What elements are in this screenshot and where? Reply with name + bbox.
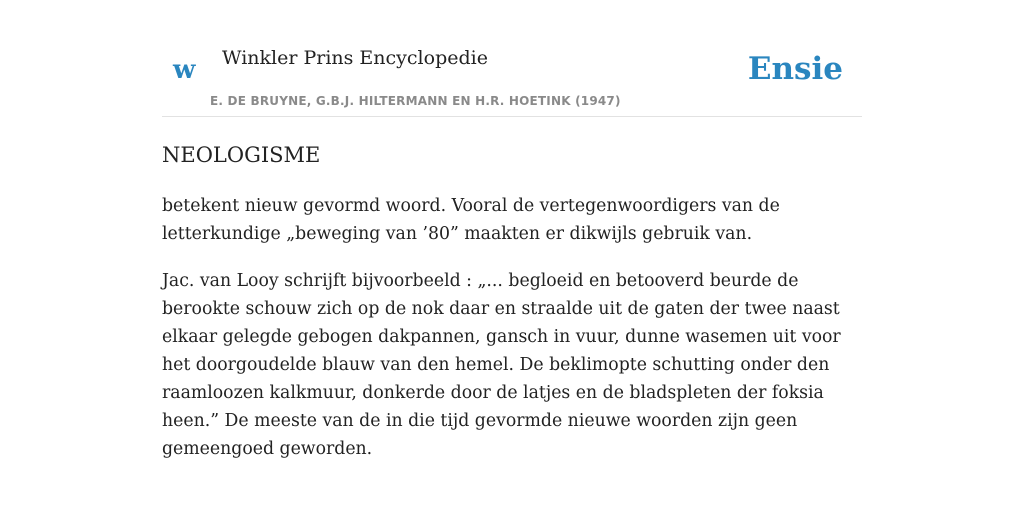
source-title[interactable]: Winkler Prins Encyclopedie bbox=[222, 47, 488, 69]
entry-title: NEOLOGISME bbox=[162, 143, 321, 167]
entry-paragraph: betekent nieuw gevormd woord. Vooral de vertegenwoordigers van de letterkundige „beweging van ’80” maakten er dikwijls gebruik van. bbox=[162, 196, 780, 244]
entry-paragraph: Jac. van Looy schrijft bijvoorbeeld : „... begloeid en betooverd beurde de berookte schouw zich op de nok daar en straalde uit de gaten der twee naast elkaar gelegde gebogen dakpannen, gansch in vuur, dunne wasemen uit voor het doorgoudelde blauw van den hemel. De beklimopte schutting onder den raamloozen kalkmuur, donkerde door de latjes en de bladspleten der foksia heen.” De meeste van de in die tijd gevormde nieuwe woorden zijn geen gemeengoed geworden. bbox=[162, 271, 841, 459]
source-authors: E. DE BRUYNE, G.B.J. HILTERMANN EN H.R. HOETINK (1947) bbox=[210, 94, 621, 108]
source-logo-icon[interactable]: w bbox=[173, 55, 196, 85]
ensie-logo[interactable]: Ensie bbox=[747, 51, 843, 87]
entry-body bbox=[162, 192, 862, 482]
source-header bbox=[162, 30, 862, 117]
